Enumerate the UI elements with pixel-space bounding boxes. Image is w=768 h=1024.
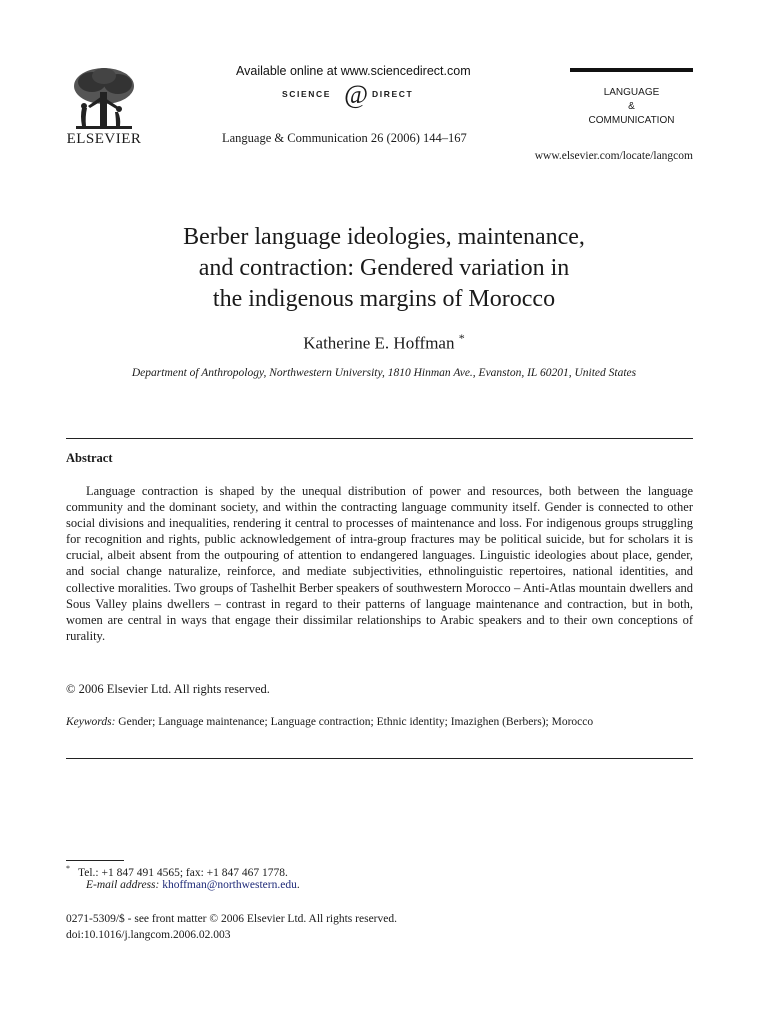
- title-line-3: the indigenous margins of Morocco: [212, 286, 556, 312]
- journal-name-block: [570, 86, 693, 128]
- abstract-bottom-rule: [66, 758, 693, 759]
- abstract-copyright: © 2006 Elsevier Ltd. All rights reserved.: [66, 682, 270, 696]
- footnote-mark: *: [66, 864, 70, 873]
- article-title: [60, 222, 708, 315]
- footnote-tel: [66, 864, 288, 879]
- journal-header-rule: [570, 68, 693, 72]
- keywords-text: Gender; Language maintenance; Language contraction; Ethnic identity; Imazighen (Berbers); Morocco: [118, 716, 594, 728]
- author-line: [60, 331, 708, 354]
- sciencedirect-left: SCIENCE: [282, 89, 331, 99]
- author-affiliation: Department of Anthropology, Northwestern University, 1810 Hinman Ave., Evanston, IL 60201, United States: [131, 367, 637, 379]
- abstract-heading: Abstract: [66, 451, 113, 465]
- journal-name-line3: COMMUNICATION: [588, 115, 675, 126]
- publisher-name: ELSEVIER: [66, 131, 142, 147]
- journal-name-line2: &: [628, 101, 635, 112]
- journal-url-link[interactable]: www.elsevier.com/locate/langcom: [534, 150, 693, 162]
- email-label: E-mail address:: [86, 879, 160, 891]
- keywords-label: Keywords:: [66, 716, 116, 728]
- sciencedirect-logo: [282, 82, 442, 108]
- issn-line: 0271-5309/$ - see front matter © 2006 Elsevier Ltd. All rights reserved.: [66, 913, 397, 925]
- email-period: .: [296, 879, 300, 891]
- title-line-1: Berber language ideologies, maintenance,: [183, 224, 585, 250]
- doi-line[interactable]: doi:10.1016/j.langcom.2006.02.003: [66, 929, 231, 941]
- footnote-email: [86, 879, 300, 891]
- author-name: Katherine E. Hoffman: [303, 333, 455, 353]
- available-online-text: Available online at www.sciencedirect.com: [236, 64, 471, 78]
- footnote-tel-text: Tel.: +1 847 491 4565; fax: +1 847 467 1778.: [78, 866, 288, 879]
- footnote-rule: [66, 860, 124, 861]
- sciencedirect-right: DIRECT: [372, 89, 414, 99]
- sciencedirect-at-icon: @: [344, 80, 368, 109]
- email-link[interactable]: khoffman@northwestern.edu: [162, 879, 297, 891]
- journal-citation: Language & Communication 26 (2006) 144–167: [222, 131, 467, 145]
- keywords: [66, 715, 693, 730]
- abstract-body: Language contraction is shaped by the unequal distribution of power and resources, both between the language community and the dominant society, and within the contracting language community itself. Gender is connected to other social divisions and inequalities, rendering it central to processes of maintenance and loss. For indigenous groups struggling for recognition and rights, public acknowledgement of intra-group fractures may be political suicide, but for scholars it is crucial, albeit absent from the outpouring of attention to endangered languages. Linguistic ideologies about place, gender, and social change naturalize, reinforce, and mediate subjectivities, ethnolinguistic repertoires, national identities, and collective moralities. Two groups of Tashelhit Berber speakers of southwestern Morocco – Anti-Atlas mountain dwellers and Sous Valley plains dwellers – contrast in regard to their patterns of language maintenance and contraction, but in both, women are central in ways that engage their dissimilar relationships to Arabic speakers and to their own conceptions of rurality.: [66, 484, 693, 643]
- title-line-2: and contraction: Gendered variation in: [198, 255, 570, 281]
- author-footnote-mark[interactable]: *: [458, 331, 465, 345]
- abstract-top-rule: [66, 438, 693, 439]
- journal-name-line1: LANGUAGE: [603, 87, 660, 98]
